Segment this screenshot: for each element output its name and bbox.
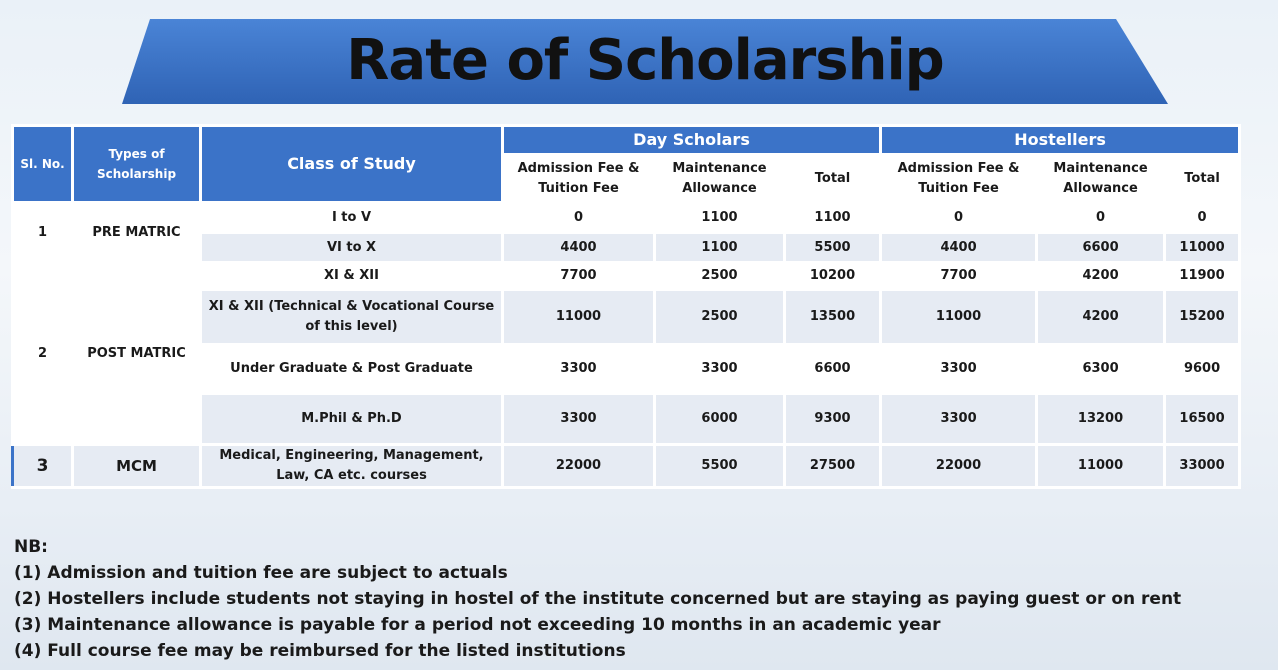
- header-hostel-maintenance: Maintenance Allowance: [1037, 155, 1165, 203]
- class-cell: XI & XII: [201, 263, 503, 290]
- value-cell: 4200: [1037, 263, 1165, 290]
- scholarship-table: [11, 124, 1241, 489]
- header-day-scholars: Day Scholars: [503, 126, 881, 155]
- group-type: PRE MATRIC: [73, 203, 201, 263]
- value-cell: 3300: [655, 345, 785, 394]
- value-cell: 11900: [1165, 263, 1240, 290]
- value-cell: 7700: [881, 263, 1037, 290]
- class-cell: M.Phil & Ph.D: [201, 394, 503, 445]
- value-cell: 13500: [785, 290, 881, 345]
- value-cell: 22000: [881, 445, 1037, 488]
- table-row: [13, 445, 1240, 488]
- value-cell: 1100: [655, 233, 785, 263]
- notes-heading: NB:: [14, 537, 48, 557]
- group-sl-no: 3: [13, 445, 73, 488]
- value-cell: 5500: [785, 233, 881, 263]
- value-cell: 11000: [1037, 445, 1165, 488]
- group-type: MCM: [73, 445, 201, 488]
- value-cell: 9600: [1165, 345, 1240, 394]
- value-cell: 6600: [1037, 233, 1165, 263]
- class-cell: Under Graduate & Post Graduate: [201, 345, 503, 394]
- value-cell: 1100: [655, 203, 785, 233]
- value-cell: 1100: [785, 203, 881, 233]
- header-hostel-admission-fee: Admission Fee & Tuition Fee: [881, 155, 1037, 203]
- value-cell: 3300: [881, 345, 1037, 394]
- value-cell: 2500: [655, 290, 785, 345]
- value-cell: 0: [503, 203, 655, 233]
- value-cell: 3300: [503, 394, 655, 445]
- value-cell: 22000: [503, 445, 655, 488]
- value-cell: 4200: [1037, 290, 1165, 345]
- note-item: (1) Admission and tuition fee are subject to actuals: [14, 563, 508, 583]
- class-cell: VI to X: [201, 233, 503, 263]
- table-row: [13, 263, 1240, 290]
- header-hostel-total: Total: [1165, 155, 1240, 203]
- value-cell: 5500: [655, 445, 785, 488]
- header-day-maintenance: Maintenance Allowance: [655, 155, 785, 203]
- value-cell: 4400: [503, 233, 655, 263]
- title-banner: [0, 0, 1278, 125]
- value-cell: 3300: [881, 394, 1037, 445]
- class-cell: I to V: [201, 203, 503, 233]
- header-day-admission-fee: Admission Fee & Tuition Fee: [503, 155, 655, 203]
- value-cell: 11000: [1165, 233, 1240, 263]
- header-hostellers: Hostellers: [881, 126, 1240, 155]
- value-cell: 0: [1165, 203, 1240, 233]
- value-cell: 0: [1037, 203, 1165, 233]
- page-title: Rate of Scholarship: [346, 28, 944, 93]
- value-cell: 7700: [503, 263, 655, 290]
- value-cell: 15200: [1165, 290, 1240, 345]
- value-cell: 6300: [1037, 345, 1165, 394]
- value-cell: 11000: [503, 290, 655, 345]
- header-sl-no: Sl. No.: [13, 126, 73, 203]
- value-cell: 33000: [1165, 445, 1240, 488]
- notes-section: [14, 534, 1181, 664]
- value-cell: 10200: [785, 263, 881, 290]
- note-item: (2) Hostellers include students not staying in hostel of the institute concerned but are staying as paying guest or on rent: [14, 589, 1182, 609]
- value-cell: 16500: [1165, 394, 1240, 445]
- value-cell: 27500: [785, 445, 881, 488]
- note-item: (3) Maintenance allowance is payable for a period not exceeding 10 months in an academic year: [14, 615, 941, 635]
- value-cell: 13200: [1037, 394, 1165, 445]
- value-cell: 0: [881, 203, 1037, 233]
- value-cell: 11000: [881, 290, 1037, 345]
- table-row: [13, 203, 1240, 233]
- value-cell: 3300: [503, 345, 655, 394]
- class-cell: XI & XII (Technical & Vocational Course of this level): [201, 290, 503, 345]
- header-types: Types of Scholarship: [73, 126, 201, 203]
- value-cell: 2500: [655, 263, 785, 290]
- group-sl-no: 2: [13, 263, 73, 445]
- value-cell: 6000: [655, 394, 785, 445]
- header-day-total: Total: [785, 155, 881, 203]
- value-cell: 9300: [785, 394, 881, 445]
- value-cell: 6600: [785, 345, 881, 394]
- class-cell: Medical, Engineering, Management, Law, CA etc. courses: [201, 445, 503, 488]
- value-cell: 4400: [881, 233, 1037, 263]
- group-sl-no: 1: [13, 203, 73, 263]
- note-item: (4) Full course fee may be reimbursed for the listed institutions: [14, 641, 626, 661]
- header-class-of-study: Class of Study: [201, 126, 503, 203]
- group-type: POST MATRIC: [73, 263, 201, 445]
